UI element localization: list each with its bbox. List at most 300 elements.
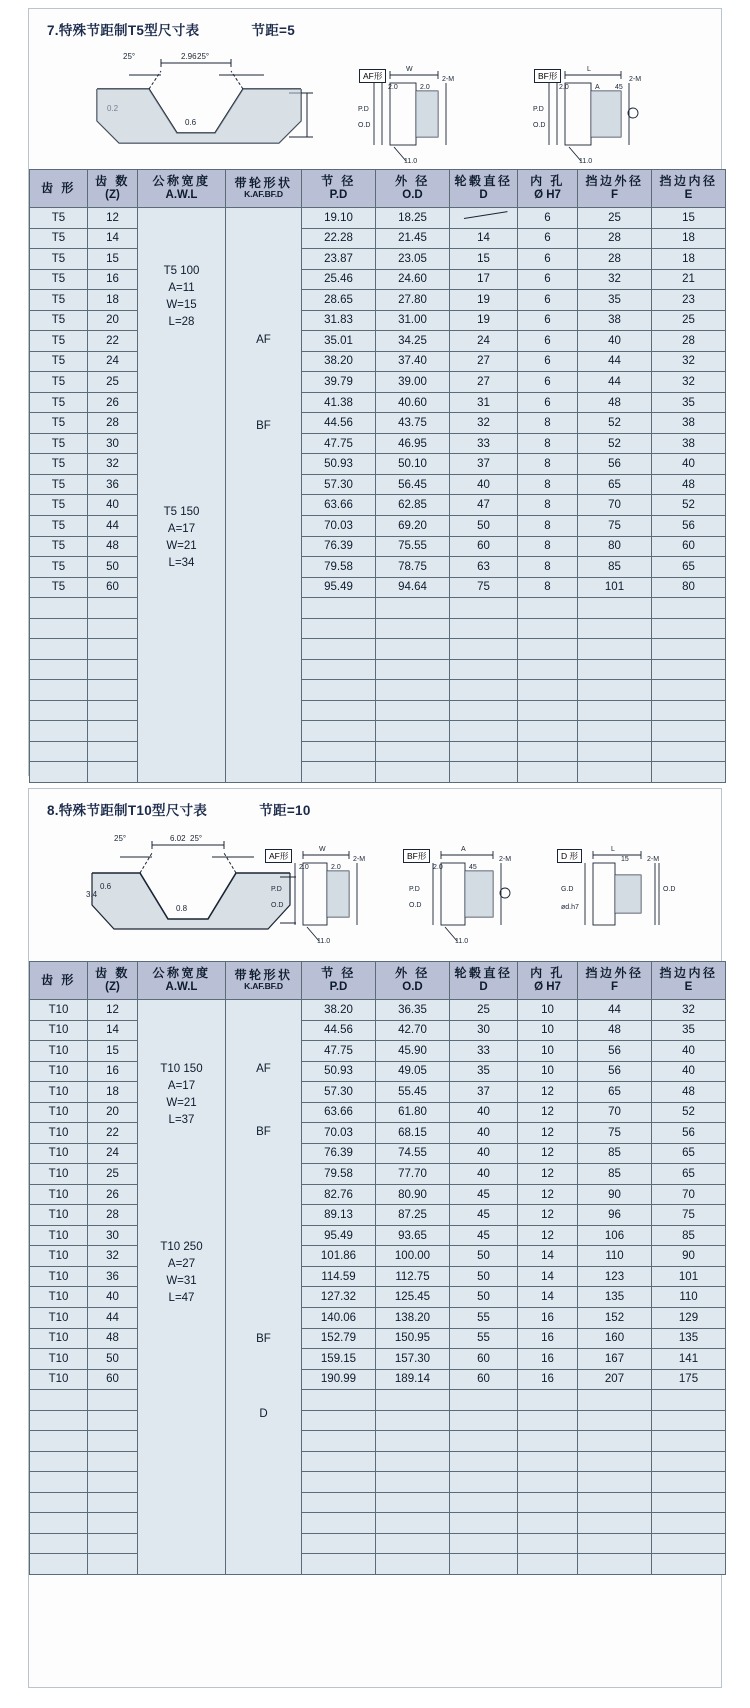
- t10-cell-flange-inner: [652, 1410, 726, 1431]
- t5-cell-flange-inner: 40: [652, 454, 726, 475]
- t10-col-header-3-en: K.AF.BF.D: [244, 981, 283, 992]
- t5-cell-flange-inner: 18: [652, 228, 726, 249]
- t5-cell-flange-outer: [578, 680, 652, 701]
- t5-cell-flange-outer: 25: [578, 208, 652, 229]
- t10-cell-teeth-count: [88, 1533, 138, 1554]
- t5-col-header-9: [652, 170, 726, 208]
- t5-cell-tooth: T5: [30, 249, 88, 270]
- t5-bf-view-tag: BF形: [534, 69, 561, 83]
- t5-cell-hub-diameter: 14: [450, 228, 518, 249]
- t5-cell-hub-diameter: 37: [450, 454, 518, 475]
- t5-cell-tooth: T5: [30, 536, 88, 557]
- t10-cell-flange-outer: [578, 1410, 652, 1431]
- t10-cell-teeth-count: 16: [88, 1061, 138, 1082]
- t5-col-header-6: [450, 170, 518, 208]
- t5-cell-pitch-diameter: 38.20: [302, 351, 376, 372]
- t10-cell-tooth: T10: [30, 1349, 88, 1370]
- t5-cell-flange-inner: 28: [652, 331, 726, 352]
- t10-cell-outside-diameter: 150.95: [376, 1328, 450, 1349]
- t10-cell-tooth: T10: [30, 1061, 88, 1082]
- t5-cell-bore: 6: [518, 228, 578, 249]
- t5-cell-pitch-diameter: 63.66: [302, 495, 376, 516]
- t10-cell-bore: [518, 1451, 578, 1472]
- t10-col-header-3: [226, 962, 302, 1000]
- t5-col-header-5-cn: 外 径: [395, 174, 430, 189]
- t10-cell-bore: [518, 1533, 578, 1554]
- t5-cell-flange-outer: [578, 741, 652, 762]
- t10-cell-outside-diameter: 125.45: [376, 1287, 450, 1308]
- t5-af-dim-2b: 2.0: [420, 84, 430, 91]
- t5-cell-tooth: T5: [30, 433, 88, 454]
- t10-cell-hub-diameter: 50: [450, 1266, 518, 1287]
- t5-cell-teeth-count: 48: [88, 536, 138, 557]
- t5-cell-tooth: T5: [30, 228, 88, 249]
- t5-cell-outside-diameter: [376, 680, 450, 701]
- t5-af-od-label: O.D: [358, 122, 371, 129]
- t10-table-row: [30, 1287, 726, 1308]
- t5-cell-teeth-count: [88, 659, 138, 680]
- t10-cell-flange-outer: [578, 1390, 652, 1411]
- t10-cell-outside-diameter: [376, 1431, 450, 1452]
- t5-cell-tooth: T5: [30, 413, 88, 434]
- t10-depth-label: 3.4: [86, 890, 98, 899]
- t5-cell-teeth-count: 36: [88, 474, 138, 495]
- t10-cell-tooth: [30, 1451, 88, 1472]
- t5-table-row: [30, 392, 726, 413]
- t5-cell-bore: 8: [518, 433, 578, 454]
- t5-af-w-label: W: [406, 66, 413, 73]
- t5-cell-teeth-count: 40: [88, 495, 138, 516]
- t10-col-header-7: [518, 962, 578, 1000]
- t5-cell-teeth-count: [88, 762, 138, 783]
- t10-cell-flange-outer: 167: [578, 1349, 652, 1370]
- t10-table-row: [30, 1082, 726, 1103]
- t5-cell-hub-diameter: 32: [450, 413, 518, 434]
- t5-cell-teeth-count: [88, 680, 138, 701]
- t5-af-view-tag: AF形: [359, 69, 386, 83]
- t5-cell-pitch-diameter: [302, 598, 376, 619]
- t10-cell-teeth-count: [88, 1492, 138, 1513]
- t5-cell-outside-diameter: 56.45: [376, 474, 450, 495]
- t10-cell-pitch-diameter: [302, 1513, 376, 1534]
- t10-col-header-6: [450, 962, 518, 1000]
- t5-cell-pitch-diameter: 47.75: [302, 433, 376, 454]
- t10-cell-outside-diameter: [376, 1513, 450, 1534]
- t5-cell-bore: 6: [518, 310, 578, 331]
- t10-cell-hub-diameter: 25: [450, 1000, 518, 1021]
- t5-col-header-2: [138, 170, 226, 208]
- t10-table-row-empty: [30, 1410, 726, 1431]
- t5-table-row: [30, 413, 726, 434]
- t10-cell-hub-diameter: 40: [450, 1123, 518, 1144]
- t10-cell-flange-inner: 175: [652, 1369, 726, 1390]
- t5-cell-flange-outer: 70: [578, 495, 652, 516]
- t5-cell-hub-diameter: 17: [450, 269, 518, 290]
- t10-cell-hub-diameter: 40: [450, 1143, 518, 1164]
- t5-cell-bore: [518, 762, 578, 783]
- t5-cell-teeth-count: 25: [88, 372, 138, 393]
- t5-table-row-empty: [30, 639, 726, 660]
- t10-cell-bore: 12: [518, 1225, 578, 1246]
- t10-col-header-7-cn: 内 孔: [530, 966, 565, 981]
- t10-cell-hub-diameter: [450, 1451, 518, 1472]
- t10-cell-bore: 12: [518, 1205, 578, 1226]
- t5-cell-flange-outer: [578, 721, 652, 742]
- t5-cell-hub-diameter: 19: [450, 290, 518, 311]
- t5-cell-outside-diameter: 23.05: [376, 249, 450, 270]
- t10-cell-outside-diameter: [376, 1390, 450, 1411]
- t5-cell-teeth-count: [88, 700, 138, 721]
- t5-cell-teeth-count: [88, 721, 138, 742]
- t5-angle-right-label: 25°: [197, 52, 210, 61]
- t5-cell-pitch-diameter: 76.39: [302, 536, 376, 557]
- section-t10-title: 8.特殊节距制T10型尺寸表: [47, 803, 208, 818]
- t5-shape-label-0: AF: [256, 334, 271, 347]
- t10-col-header-3-cn: 带轮形状: [234, 967, 293, 982]
- t10-cell-bore: 10: [518, 1000, 578, 1021]
- t5-cell-flange-inner: 52: [652, 495, 726, 516]
- dash-mark-icon: [460, 211, 508, 221]
- t10-cell-tooth: T10: [30, 1287, 88, 1308]
- t10-af-od-label: O.D: [271, 902, 284, 909]
- t10-cell-flange-outer: 152: [578, 1307, 652, 1328]
- t5-cell-teeth-count: 24: [88, 351, 138, 372]
- t10-cell-outside-diameter: 112.75: [376, 1266, 450, 1287]
- t10-cell-outside-diameter: 45.90: [376, 1041, 450, 1062]
- t5-table-row: [30, 331, 726, 352]
- section-t10: [28, 788, 722, 1688]
- t5-cell-tooth: T5: [30, 454, 88, 475]
- t10-af-dim-2a: 2.0: [299, 864, 309, 871]
- t5-cell-outside-diameter: 94.64: [376, 577, 450, 598]
- t10-cell-pitch-diameter: [302, 1451, 376, 1472]
- t10-cell-teeth-count: 30: [88, 1225, 138, 1246]
- t5-cell-hub-diameter: [450, 700, 518, 721]
- t10-col-header-2: [138, 962, 226, 1000]
- t5-cell-tooth: T5: [30, 495, 88, 516]
- t10-shape-label-2: BF: [256, 1332, 271, 1345]
- t5-cell-pitch-diameter: 39.79: [302, 372, 376, 393]
- t5-cell-teeth-count: 20: [88, 310, 138, 331]
- t5-cell-flange-inner: [652, 721, 726, 742]
- t5-cell-flange-outer: [578, 598, 652, 619]
- t10-width-spec-1-a: A=27: [167, 1258, 196, 1271]
- t10-cell-flange-outer: [578, 1554, 652, 1575]
- t5-cell-tooth: [30, 741, 88, 762]
- t5-cell-hub-diameter: 47: [450, 495, 518, 516]
- t5-table-row: [30, 433, 726, 454]
- t5-cell-hub-diameter: 24: [450, 331, 518, 352]
- t10-cell-flange-outer: 44: [578, 1000, 652, 1021]
- t10-cell-pitch-diameter: 152.79: [302, 1328, 376, 1349]
- t5-table-row: [30, 208, 726, 229]
- t10-cell-tooth: T10: [30, 1307, 88, 1328]
- t5-col-header-2-en: A.W.L: [165, 188, 198, 201]
- t10-cell-teeth-count: 26: [88, 1184, 138, 1205]
- t5-cell-teeth-count: 22: [88, 331, 138, 352]
- t5-cell-hub-diameter: [450, 721, 518, 742]
- t5-cell-flange-inner: 18: [652, 249, 726, 270]
- t10-cell-bore: 10: [518, 1041, 578, 1062]
- t5-cell-flange-outer: 44: [578, 351, 652, 372]
- t10-cell-pitch-diameter: 114.59: [302, 1266, 376, 1287]
- t5-cell-pitch-diameter: [302, 700, 376, 721]
- t5-cell-tooth: T5: [30, 310, 88, 331]
- t5-cell-pitch-diameter: 41.38: [302, 392, 376, 413]
- t10-shape-label-3: D: [259, 1407, 268, 1420]
- spec-table-t5: [29, 169, 726, 783]
- t10-col-header-0: [30, 962, 88, 1000]
- t10-cell-hub-diameter: 60: [450, 1349, 518, 1370]
- t10-cell-pitch-diameter: 159.15: [302, 1349, 376, 1370]
- t5-cell-flange-outer: [578, 700, 652, 721]
- t5-cell-flange-inner: [652, 762, 726, 783]
- t10-cell-hub-diameter: 45: [450, 1225, 518, 1246]
- t10-cell-hub-diameter: [450, 1492, 518, 1513]
- t5-cell-outside-diameter: 18.25: [376, 208, 450, 229]
- t5-cell-flange-outer: 35: [578, 290, 652, 311]
- t10-cell-hub-diameter: 37: [450, 1082, 518, 1103]
- t10-cell-outside-diameter: [376, 1492, 450, 1513]
- t5-cell-outside-diameter: [376, 618, 450, 639]
- t5-table-row: [30, 290, 726, 311]
- t5-cell-hub-diameter: 31: [450, 392, 518, 413]
- t5-bf-od-label: O.D: [533, 122, 546, 129]
- t10-angle-right-label: 25°: [190, 834, 203, 843]
- t5-cell-tooth: T5: [30, 392, 88, 413]
- t5-cell-tooth: T5: [30, 474, 88, 495]
- t10-cell-tooth: [30, 1533, 88, 1554]
- t10-table-row-empty: [30, 1492, 726, 1513]
- t10-cell-flange-inner: [652, 1554, 726, 1575]
- t5-cell-pitch-diameter: 19.10: [302, 208, 376, 229]
- t10-col-header-5-cn: 外 径: [395, 966, 430, 981]
- t10-cell-tooth: T10: [30, 1246, 88, 1267]
- t10-cell-tooth: [30, 1513, 88, 1534]
- t5-table-row-empty: [30, 680, 726, 701]
- t10-table-row: [30, 1307, 726, 1328]
- t10-shape-label-0: AF: [256, 1063, 271, 1076]
- t5-cell-flange-inner: 23: [652, 290, 726, 311]
- t5-cell-bore: 6: [518, 269, 578, 290]
- t5-cell-outside-diameter: 46.95: [376, 433, 450, 454]
- t5-cell-bore: 6: [518, 331, 578, 352]
- t10-cell-tooth: T10: [30, 1184, 88, 1205]
- t5-cell-outside-diameter: 75.55: [376, 536, 450, 557]
- t10-cell-flange-outer: 106: [578, 1225, 652, 1246]
- t10-cell-bore: [518, 1390, 578, 1411]
- t5-cell-teeth-count: 32: [88, 454, 138, 475]
- t10-cell-flange-inner: 32: [652, 1000, 726, 1021]
- t10-cell-flange-inner: 65: [652, 1164, 726, 1185]
- t10-cell-bore: 12: [518, 1184, 578, 1205]
- t10-cell-bore: [518, 1410, 578, 1431]
- t5-cell-tooth: [30, 680, 88, 701]
- t10-cell-outside-diameter: 55.45: [376, 1082, 450, 1103]
- t10-cell-flange-outer: [578, 1492, 652, 1513]
- t5-col-header-3: [226, 170, 302, 208]
- section-t5-title-bar: [29, 9, 721, 39]
- t5-cell-pitch-diameter: 35.01: [302, 331, 376, 352]
- t5-cell-flange-outer: 28: [578, 249, 652, 270]
- t10-cell-outside-diameter: 68.15: [376, 1123, 450, 1144]
- t10-cell-flange-inner: 56: [652, 1123, 726, 1144]
- t10-cell-pitch-diameter: [302, 1410, 376, 1431]
- t5-table-row: [30, 310, 726, 331]
- t5-cell-teeth-count: 60: [88, 577, 138, 598]
- t10-cell-flange-inner: [652, 1431, 726, 1452]
- t5-bf-2m-label: 2-M: [629, 76, 642, 83]
- t10-cell-tooth: T10: [30, 1143, 88, 1164]
- t5-cell-hub-diameter: [450, 659, 518, 680]
- t10-cell-outside-diameter: [376, 1554, 450, 1575]
- t10-cell-flange-outer: 56: [578, 1041, 652, 1062]
- t10-cell-flange-inner: 40: [652, 1041, 726, 1062]
- t5-cell-flange-outer: 52: [578, 413, 652, 434]
- t10-cell-teeth-count: 40: [88, 1287, 138, 1308]
- t10-cell-flange-outer: 96: [578, 1205, 652, 1226]
- t5-cell-flange-outer: 38: [578, 310, 652, 331]
- t10-cell-tooth: T10: [30, 1369, 88, 1390]
- t10-cell-hub-diameter: [450, 1431, 518, 1452]
- t10-bf-dim-45: 45: [469, 864, 477, 871]
- t10-col-header-8: [578, 962, 652, 1000]
- t10-tooth-profile-drawing: [84, 823, 299, 948]
- t5-cell-outside-diameter: 40.60: [376, 392, 450, 413]
- t5-table-row: [30, 557, 726, 578]
- t10-d-l-label: L: [611, 846, 615, 853]
- t5-cell-outside-diameter: [376, 741, 450, 762]
- t10-cell-flange-inner: 48: [652, 1082, 726, 1103]
- t10-col-header-9: [652, 962, 726, 1000]
- t10-cell-flange-inner: 135: [652, 1328, 726, 1349]
- t10-cell-hub-diameter: 50: [450, 1246, 518, 1267]
- t10-cell-pitch-diameter: 63.66: [302, 1102, 376, 1123]
- t5-cell-hub-diameter: 40: [450, 474, 518, 495]
- t10-cell-bore: 10: [518, 1020, 578, 1041]
- t5-col-header-7: [518, 170, 578, 208]
- t10-d-dim-15: 15: [621, 856, 629, 863]
- t5-table-row: [30, 228, 726, 249]
- t5-cell-flange-inner: [652, 618, 726, 639]
- t5-cell-bore: 8: [518, 413, 578, 434]
- t10-cell-pitch-diameter: [302, 1554, 376, 1575]
- t5-cell-outside-diameter: [376, 700, 450, 721]
- t5-cell-outside-diameter: 34.25: [376, 331, 450, 352]
- t5-cell-bore: [518, 618, 578, 639]
- t10-bf-note-label: 11.0: [455, 938, 469, 945]
- t10-table-row-empty: [30, 1451, 726, 1472]
- t10-cell-teeth-count: 60: [88, 1369, 138, 1390]
- t5-cell-flange-outer: 65: [578, 474, 652, 495]
- t5-col-header-4-en: P.D: [329, 188, 348, 201]
- t10-cell-tooth: [30, 1492, 88, 1513]
- t5-col-header-5: [376, 170, 450, 208]
- t10-cell-teeth-count: 20: [88, 1102, 138, 1123]
- t10-cell-bore: 14: [518, 1246, 578, 1267]
- t5-cell-bore: 8: [518, 474, 578, 495]
- t5-diagram-band: [29, 39, 721, 169]
- t5-width-spec-1-name: T5 150: [163, 506, 200, 519]
- t10-cell-pitch-diameter: 79.58: [302, 1164, 376, 1185]
- t5-cell-flange-inner: 15: [652, 208, 726, 229]
- t5-cell-outside-diameter: 69.20: [376, 515, 450, 536]
- t5-col-header-8: [578, 170, 652, 208]
- t10-table-row-empty: [30, 1513, 726, 1534]
- t5-cell-outside-diameter: 31.00: [376, 310, 450, 331]
- t10-cell-teeth-count: 28: [88, 1205, 138, 1226]
- t10-table-row: [30, 1205, 726, 1226]
- t10-cell-pitch-diameter: 82.76: [302, 1184, 376, 1205]
- t5-cell-outside-diameter: 27.80: [376, 290, 450, 311]
- t5-cell-flange-inner: 32: [652, 372, 726, 393]
- t5-cell-pitch-diameter: [302, 741, 376, 762]
- t5-table-row: [30, 351, 726, 372]
- t5-cell-flange-outer: [578, 659, 652, 680]
- t10-cell-pitch-diameter: 47.75: [302, 1041, 376, 1062]
- t5-cell-outside-diameter: [376, 639, 450, 660]
- t5-col-header-1-cn: 齿 数: [95, 174, 130, 189]
- t5-cell-bore: 8: [518, 557, 578, 578]
- t5-cell-teeth-count: 12: [88, 208, 138, 229]
- t5-cell-bore: [518, 741, 578, 762]
- t5-col-header-3-en: K.AF.BF.D: [244, 189, 283, 200]
- t5-col-header-8-cn: 挡边外径: [585, 174, 644, 189]
- t10-col-header-1-cn: 齿 数: [95, 966, 130, 981]
- t10-cell-flange-inner: [652, 1451, 726, 1472]
- t10-col-header-4: [302, 962, 376, 1000]
- t5-cell-bore: 8: [518, 536, 578, 557]
- t5-cell-pitch-diameter: [302, 721, 376, 742]
- t5-cell-bore: 8: [518, 454, 578, 475]
- t5-bf-dim-2a: 2.0: [559, 84, 569, 91]
- t10-cell-outside-diameter: 74.55: [376, 1143, 450, 1164]
- t10-cell-tooth: [30, 1472, 88, 1493]
- t5-af-dim-2a: 2.0: [388, 84, 398, 91]
- t10-cell-flange-outer: [578, 1431, 652, 1452]
- t5-table-row-empty: [30, 762, 726, 783]
- t5-cell-hub-diameter: [450, 639, 518, 660]
- t10-cell-flange-outer: [578, 1451, 652, 1472]
- t10-cell-teeth-count: 24: [88, 1143, 138, 1164]
- t10-cell-tooth: T10: [30, 1266, 88, 1287]
- t5-cell-bore: 6: [518, 290, 578, 311]
- t5-cell-teeth-count: 15: [88, 249, 138, 270]
- t5-cell-outside-diameter: 78.75: [376, 557, 450, 578]
- t10-cell-tooth: T10: [30, 1164, 88, 1185]
- t10-col-header-5: [376, 962, 450, 1000]
- t5-cell-pitch-diameter: [302, 639, 376, 660]
- t5-table-row-empty: [30, 741, 726, 762]
- t5-shape-cell: [226, 208, 302, 783]
- t10-col-header-8-en: F: [610, 980, 619, 993]
- t10-cell-outside-diameter: 80.90: [376, 1184, 450, 1205]
- t5-cell-outside-diameter: 37.40: [376, 351, 450, 372]
- section-t10-pitch: 节距=10: [259, 803, 311, 818]
- t10-shape-label-1: BF: [256, 1126, 271, 1139]
- t5-cell-bore: [518, 598, 578, 619]
- t10-cell-teeth-count: 25: [88, 1164, 138, 1185]
- t5-cell-flange-inner: [652, 639, 726, 660]
- t5-cell-teeth-count: 14: [88, 228, 138, 249]
- t10-cell-flange-outer: 75: [578, 1123, 652, 1144]
- t10-cell-flange-outer: 160: [578, 1328, 652, 1349]
- t5-cell-flange-inner: 80: [652, 577, 726, 598]
- t5-width-spec-0-l: L=28: [168, 316, 195, 329]
- t5-cell-pitch-diameter: 79.58: [302, 557, 376, 578]
- t5-cell-hub-diameter: 27: [450, 372, 518, 393]
- t5-table-row: [30, 474, 726, 495]
